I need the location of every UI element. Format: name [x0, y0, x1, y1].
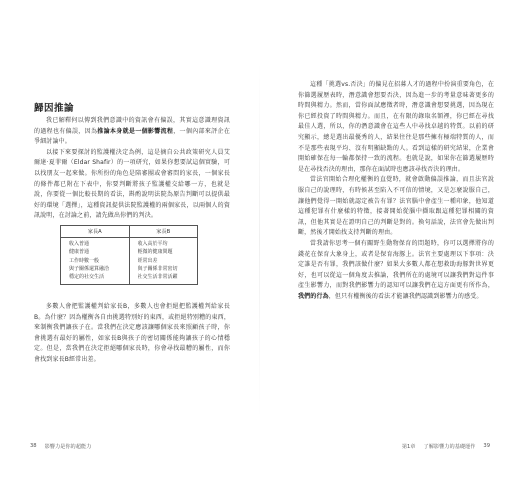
text-run: 以接下來要探討的監護權決定為例，這是摘自公共政策研究人員艾爾達·夏菲爾（Eldar Shafir）的一項研究，如果你想要試這個實驗，可以找朋友一起來做。你所扮的角色是陪審團或會審問的家長，一個家長的條件都已附在下表中，你要判斷將孩子監護權交給哪一方，也就是說，你要從一個比較長期的看法，斟酌說明法院為原告判斷可以提供最好的環境「選擇」，這種資訊提供法院監護權的兩個家長，以兩個人的資訊說明，在討論之前，請先做出你們的判決。: [34, 148, 230, 220]
table-column-parent-b: [129, 226, 198, 284]
right-page: [260, 0, 520, 500]
text-run: ，但只有權衡後的看法才能讓我們認識到影響力的感受。: [328, 292, 483, 300]
emphasis-text: 我們的行為: [298, 292, 329, 300]
section-heading: 歸因推論: [34, 103, 75, 114]
paragraph: [298, 239, 494, 303]
list-item: 收入普通: [69, 241, 90, 248]
list-item: 健康普通: [69, 249, 90, 256]
chapter-title: 了解影響力的基礎運作: [423, 444, 476, 450]
page-number: 39: [483, 443, 490, 449]
paragraph: [298, 175, 494, 239]
paragraph: [298, 80, 494, 175]
list-item: 經常出差: [137, 257, 158, 264]
list-item: 穩定的社交生活: [69, 274, 105, 281]
list-item: 工作時數一般: [69, 257, 100, 264]
left-footer: [30, 443, 91, 450]
paragraph: [34, 302, 230, 366]
attribute-list: [130, 238, 198, 284]
paragraph: [34, 116, 230, 148]
text-run: 當法官開始合理化權衡的直覺時，就會啟動偏誤推論，而且法官說服自己的說理時，有時候甚至陷入不可信的情境，又是怎麼說服自己，讓他們覺得一開始就認定被告有罪？法官腦中會產生一種印象，他知道這種犯罪有什麼樣的特徵，接著開始從腦中擷取跟這種犯罪相關的資訊，但他其實是在證明自己的判斷是對的。換句話說，法官會先做出判斷，然後才開始找支持判斷的理由。: [298, 176, 494, 237]
custody-comparison-table: [60, 225, 198, 285]
list-item: 社交生活非常活躍: [137, 274, 178, 281]
text-run: 當我請你思考一個有關野生動物保育的問題時，你可以選擇將你的錢花在保育大象身上，或者是保育海豚上。法官主要處理以下事項：決定誰是否有罪，我們該做什麼？如果大多數人都在想救助海豚對世界更好，也可以從這一個角度去推論，我們所在的處境可以讓我們對這件事產生影響力，而對我們影響力的認知可以讓我們在這方面更有所作為，: [298, 239, 494, 290]
list-item: 輕微的健康問題: [137, 249, 173, 256]
left-body-top: [34, 116, 230, 222]
attribute-list: [61, 238, 129, 284]
chapter-label: 第1章: [401, 444, 416, 450]
text-run: ，一個內部來評企在爭細討論中。: [34, 127, 230, 146]
text-run: 我已解釋何以傳到我們意識中的資訊會有偏誤，其實這意識理資訊的過程也有偏誤，因為: [34, 117, 230, 135]
table-column-parent-a: [61, 226, 129, 284]
text-run: 這種「挑選vs.否決」的偏見在招募人才的過程中扮演重要角色，在你篩選履歷表時，潛意識會想要否決，因為進一步的考量意味著更多的時間與精力。然而，當你面試應徵者時，潛意識會想要挑選，因為現在你已經投資了時間與精力。而且，在有限的錄取名額裡，你已經在尋找最佳人選，所以，你的潛意識會在這些人中尋找卓越的特質。以前的研究顯示，總是選出最優秀的人，結果往往是那些擁有極端特質的人，而不是那些表現平均、沒有明顯缺點的人。看到這樣的研究結果，企業會開始確保在每一輪都保持一致的流程。也就是說，如果你在篩選履歷時是在尋找否決的理由，那你在面試時也應該尋找否決的理由。: [298, 81, 494, 173]
book-title: 影響力是你的超能力: [44, 444, 92, 450]
text-run: 多數人會把監護權判給家長B，多數人也會拒絕把監護權判給家長B。為什麼？因為權衡各自由挑選特別好的東西，或拒絕特別糟的東西，來制衡我們讓孩子在。當我們在決定應該讓哪個家長來照顧孩子時，你會挑選有最好的屬性，如家長B與孩子的密切關係能夠讓孩子的心情穩定。但是，當我們在決定拒絕哪個家長時，你會尋找最糟的屬性，而你會找到家長B經常出差。: [34, 303, 230, 363]
list-item: 與子關係還算融洽: [69, 265, 110, 272]
paragraph: [34, 148, 230, 222]
page-number: 38: [30, 443, 37, 449]
right-body: [298, 80, 494, 302]
list-item: 收入高於平均: [137, 241, 168, 248]
left-body-bottom: [34, 302, 230, 366]
list-item: 與子關係非常密切: [137, 265, 178, 272]
table-header: 家長A: [61, 226, 129, 238]
right-footer: [402, 443, 490, 450]
emphasis-text: 推論本身就是一個影響流程: [97, 127, 174, 135]
table-header: 家長B: [130, 226, 198, 238]
